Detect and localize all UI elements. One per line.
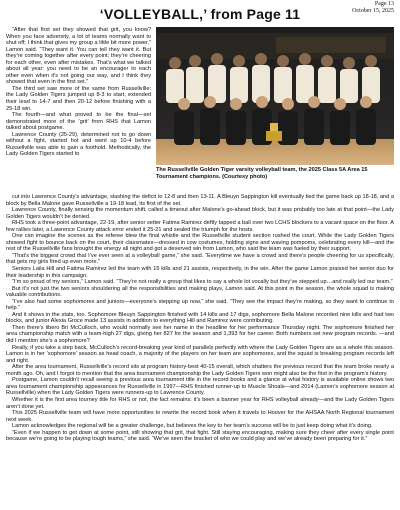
paragraph: Lamon acknowledges the regional will be a greater challenge, but believes the key to her team’s success will be to just keep doing what it’s doing. bbox=[12, 423, 373, 430]
paragraph: cut into Lawrence County’s advantage, slashing the deficit to 12-8 and then 13-11. A Bleuyn Sappington kill eventually tied the game back up 18-18, and a block by Bella Malone gave Russellville a 19-18 lead, its first of the set. bbox=[6, 194, 394, 207]
paragraph: And it shows in the stats, too. Sophomore Bleuyn Sappington finished with 14 kills and 17 digs, sophomore Bella Malone recorded nine kills and had two blocks, and junior Alexia Groce made 13 assists in addition to everything Hill and Ramirez were contributing. bbox=[6, 311, 394, 325]
page-number: Page 13 bbox=[374, 1, 394, 7]
paragraph: This 2025 Russellville team will have more opportunities to rewrite the record book when it travels to Hoover for the AHSAA North Regional tournament next week. bbox=[6, 410, 394, 423]
paragraph: Lawrence County (25-29), determined not to go down without a fight, started hot and went up 10-4 before Russellville was able to gain a foothold. Methodically, the Lady Golden Tigers started to bbox=[6, 131, 151, 158]
article-body bbox=[6, 194, 394, 443]
headline: ‘VOLLEYBALL,’ from Page 11 bbox=[99, 6, 301, 22]
paragraph: RHS took a three-point advantage, 22-19, after senior setter Fatima Ramirez deftly tapped a ball over two LCHS blockers to a vacant space on the floor. A few rallies later, a Lawrence County attack error ended it 25-21 and sealed the triumph for the hosts. bbox=[6, 220, 394, 233]
paragraph: One can imagine the scenes as the referee blew the final whistle and the Russellville student section rushed the court. While the Lady Golden Tigers showed fight to bounce back on the court, their classmates—dressed in cow costumes, holding signs and waving pompoms, celebrating every kill—and the rest of the Russellville fans brought the energy all night and got a deserved win from Lamon, who said the team was fueled by their support. bbox=[6, 233, 394, 253]
paragraph: The third set saw more of the same from Russellville: the Lady Golden Tigers jumped up 8-3 to start, extended their lead to 14-7 and then 20-12 before finishing with a 25-18 win. bbox=[6, 85, 151, 112]
paragraph: “I’ve also had some sophomores and juniors—everyone’s stepping up now,” she said. “They see the impact they’re making, so they want to continue to help.” bbox=[6, 298, 394, 312]
team-photo bbox=[156, 27, 394, 165]
paragraph: Really, if you take a step back, McCulloch’s record-breaking year kind of parallels perfectly with where the Lady Golden Tigers are as a whole this season. Lamon is in her ‘sophomore’ season as head coach, a majority of the players on her team are sophomores, and the squad is breaking program records left and right. bbox=[6, 344, 394, 364]
article-column bbox=[6, 27, 151, 158]
paragraph: “Even if we happen to get down at some point, still showing that grit, that fight. Still staying encouraging, making sure they cheer after every single point because we’re going to be playing tough teams,” she said. “We’ve seen the bracket of who we could play and we’ve already been preparing for it.” bbox=[6, 429, 394, 443]
paragraph: Seniors Laila Hill and Fatima Ramirez led the team with 15 kills and 21 assists, respectively, in the win. After the game Lamon praised her senior duo for their leadership in this campaign. bbox=[6, 266, 394, 279]
paragraph: Lawrence County, finally sensing the momentum shift, called a timeout after Malone’s go-ahead block, but it was probably too late at that point—the Lady Golden Tigers wouldn’t be denied. bbox=[6, 207, 394, 220]
paragraph: “After that first set they showed that grit, you know? When you face adversity, a lot of teams normally want to shut off; I think that gives my group a little bit more power,” Lamon said. “They want it. You can tell they want it. But they’re coming together after every point; they’re cheering for each other, even after mistakes. That’s what we talked about all year: you need to be an encourager to each other even when it’s not going our way, and I think they showed that even in the first set.” bbox=[6, 27, 151, 86]
paragraph: Postgame, Lamon couldn’t recall seeing a previous area tournament title in the record books and a glance at what history is available online shows two area tournament championship appearances for Russellville in 1997—RHS finished runner-up to Muscle Shoals—and 2014 (Lamon’s sophomore season at Russellville) when the Lady Golden Tigers were runners-up to Lawrence County. bbox=[6, 377, 394, 397]
paragraph: “That’s the biggest crowd that I’ve ever seen at a volleyball game,” she said. “Everytime we have a crowd and there’s people cheering for us specifically, that gets my girls fired up even more.” bbox=[6, 252, 394, 266]
paragraph: Whether it is the first area tourney title for RHS or not, the fact remains: it’s been a banner year for RHS volleyball already—and the Lady Golden Tigers aren’t done yet. bbox=[6, 396, 394, 410]
paragraph: But it’s not just the two seniors shouldering all the responsibilities and making plays, Lamon said. At this point in the season, the whole squad is making valuable contributions. bbox=[6, 285, 394, 299]
paragraph: The fourth—and what proved to be the final—set demonstrated more of the ‘grit’ from RHS that Lamon talked about postgame. bbox=[6, 112, 151, 132]
page-date: October 15, 2025 bbox=[352, 8, 394, 14]
paragraph: “I’m so proud of my seniors,” Lamon said. “They’re not really a group that likes to say a whole lot vocally but they’ve stepped up…and really led our team.” bbox=[12, 279, 393, 286]
paragraph: Then there’s libero Bri McCulloch, who would normally see her name in the headline for her performance Thursday night. The sophomore finished her area championship match with a team-high 27 digs, giving her 827 for the season and 1,393 for her career. Both numbers set new program records. —and did I mention she’s a sophomore? bbox=[6, 324, 394, 345]
paragraph: After the area tournament, Russellville’s record sits at program history-best 40-15 overall, which shatters the previous record that the team broke nearly a month ago. Oh, and I forgot to mention that the area tournament championship the Lady Golden Tigers won might also be the first in the program’s history. bbox=[6, 364, 394, 377]
photo-caption: The Russellville Golden Tiger varsity volleyball team, the 2025 Class 5A Area 15 Tournament champions. (Courtesy photo) bbox=[156, 167, 368, 180]
